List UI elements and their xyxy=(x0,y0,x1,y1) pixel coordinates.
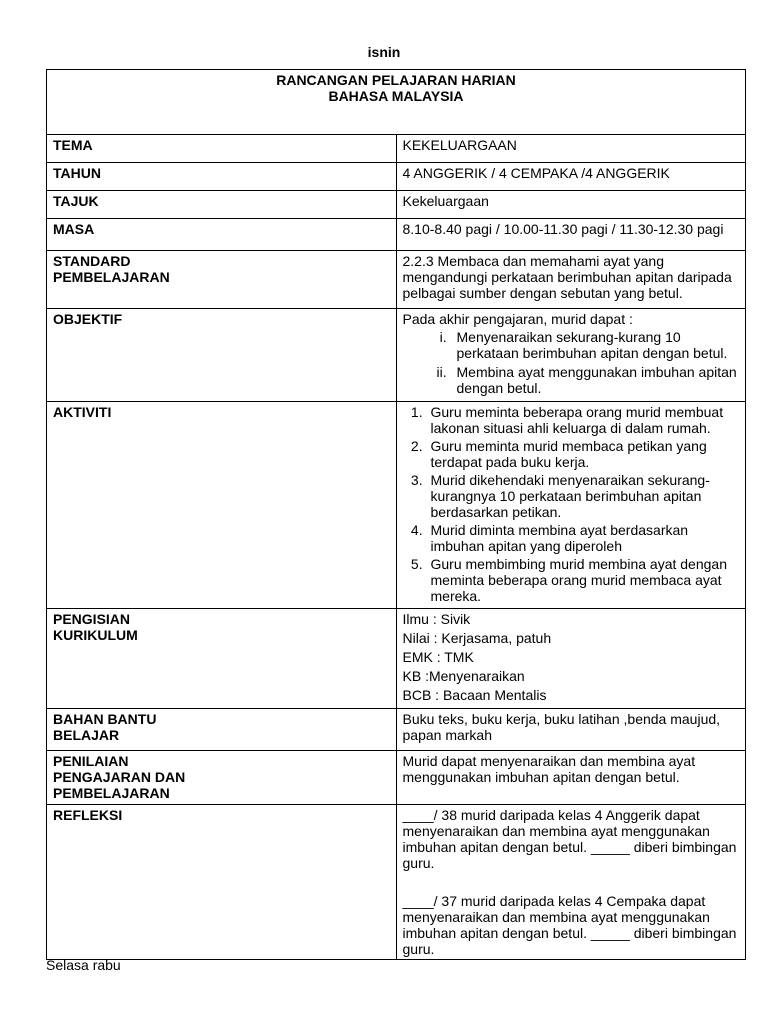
label-objektif: OBJEKTIF xyxy=(47,309,397,402)
value-aktiviti xyxy=(396,402,746,609)
value-tajuk: Kekeluargaan xyxy=(396,191,746,219)
value-refleksi xyxy=(396,805,746,960)
aktiviti-item: 3. Murid dikehendaki menyenaraikan sekurang-kurangnya 10 perkataan berimbuhan apitan berdasarkan petikan. xyxy=(427,472,740,520)
label-kurikulum-line1: PENGISIAN xyxy=(53,611,131,627)
label-standard xyxy=(47,251,397,309)
plan-title-line1: RANCANGAN PELAJARAN HARIAN xyxy=(276,72,516,88)
plan-title-line2: BAHASA MALAYSIA xyxy=(328,88,464,104)
refleksi-spacer xyxy=(403,871,740,893)
day-footer: Selasa rabu xyxy=(46,957,121,973)
label-tajuk: TAJUK xyxy=(47,191,397,219)
kurikulum-line: KB :Menyenaraikan xyxy=(402,668,525,684)
value-tema: KEKELUARGAAN xyxy=(396,135,746,163)
label-penilaian-line3: PEMBELAJARAN xyxy=(53,785,170,801)
label-masa: MASA xyxy=(47,219,397,251)
value-standard: 2.2.3 Membaca dan memahami ayat yang mengandungi perkataan berimbuhan apitan daripada pelbagai sumber dengan sebutan yang betul. xyxy=(396,251,746,309)
label-standard-line1: STANDARD xyxy=(53,253,131,269)
value-kurikulum xyxy=(396,609,746,709)
value-objektif xyxy=(396,309,746,402)
aktiviti-item: 5. Guru membimbing murid membina ayat dengan meminta beberapa orang murid membaca ayat mereka. xyxy=(427,556,740,604)
row-penilaian xyxy=(47,751,746,805)
label-bahan-line1: BAHAN BANTU xyxy=(53,711,157,727)
kurikulum-line: Nilai : Kerjasama, patuh xyxy=(402,630,552,646)
objektif-item: i. Menyenaraikan sekurang-kurang 10 perkataan berimbuhan apitan dengan betul. xyxy=(451,329,740,361)
plan-title xyxy=(47,70,746,135)
refleksi-anggerik: ____/ 38 murid daripada kelas 4 Anggerik dapat menyenaraikan dan membina ayat menggunakan imbuhan apitan dengan betul. _____ diberi bimbingan guru. xyxy=(402,807,737,871)
value-tahun: 4 ANGGERIK / 4 CEMPAKA /4 ANGGERIK xyxy=(396,163,746,191)
label-kurikulum-line2: KURIKULUM xyxy=(53,627,138,643)
row-objektif xyxy=(47,309,746,402)
label-penilaian-line2: PENGAJARAN DAN xyxy=(53,769,186,785)
aktiviti-list xyxy=(403,404,740,604)
kurikulum-line: BCB : Bacaan Mentalis xyxy=(402,687,547,703)
aktiviti-item: 2. Guru meminta murid membaca petikan yang terdapat pada buku kerja. xyxy=(427,438,740,470)
value-masa: 8.10-8.40 pagi / 10.00-11.30 pagi / 11.30-12.30 pagi xyxy=(396,219,746,251)
label-standard-line2: PEMBELAJARAN xyxy=(53,269,170,285)
objektif-item: ii. Membina ayat menggunakan imbuhan apitan dengan betul. xyxy=(451,364,740,396)
value-bahan: Buku teks, buku kerja, buku latihan ,benda maujud, papan markah xyxy=(396,709,746,751)
row-aktiviti xyxy=(47,402,746,609)
row-tajuk xyxy=(47,191,746,219)
row-kurikulum xyxy=(47,609,746,709)
row-refleksi xyxy=(47,805,746,960)
row-masa xyxy=(47,219,746,251)
label-refleksi: REFLEKSI xyxy=(47,805,397,960)
row-standard xyxy=(47,251,746,309)
objektif-intro: Pada akhir pengajaran, murid dapat : xyxy=(402,311,633,327)
value-penilaian: Murid dapat menyenaraikan dan membina ayat menggunakan imbuhan apitan dengan betul. xyxy=(396,751,746,805)
objektif-list xyxy=(403,329,740,396)
label-penilaian xyxy=(47,751,397,805)
kurikulum-line: EMK : TMK xyxy=(402,649,474,665)
row-tahun xyxy=(47,163,746,191)
lesson-plan-table xyxy=(46,69,746,960)
label-penilaian-line1: PENILAIAN xyxy=(53,753,129,769)
label-aktiviti: AKTIVITI xyxy=(47,402,397,609)
label-kurikulum xyxy=(47,609,397,709)
header-row xyxy=(47,70,746,135)
label-tema: TEMA xyxy=(47,135,397,163)
row-tema xyxy=(47,135,746,163)
label-tahun: TAHUN xyxy=(47,163,397,191)
aktiviti-item: 4. Murid diminta membina ayat berdasarkan imbuhan apitan yang diperoleh xyxy=(427,522,740,554)
day-heading: isnin xyxy=(367,44,401,60)
aktiviti-item: 1. Guru meminta beberapa orang murid membuat lakonan situasi ahli keluarga di dalam rumah. xyxy=(427,404,740,436)
row-bahan xyxy=(47,709,746,751)
refleksi-cempaka: ____/ 37 murid daripada kelas 4 Cempaka dapat menyenaraikan dan membina ayat menggunakan imbuhan apitan dengan betul. _____ diberi bimbingan guru. xyxy=(402,893,737,957)
kurikulum-line: Ilmu : Sivik xyxy=(402,611,471,627)
label-bahan-line2: BELAJAR xyxy=(53,727,120,743)
label-bahan xyxy=(47,709,397,751)
